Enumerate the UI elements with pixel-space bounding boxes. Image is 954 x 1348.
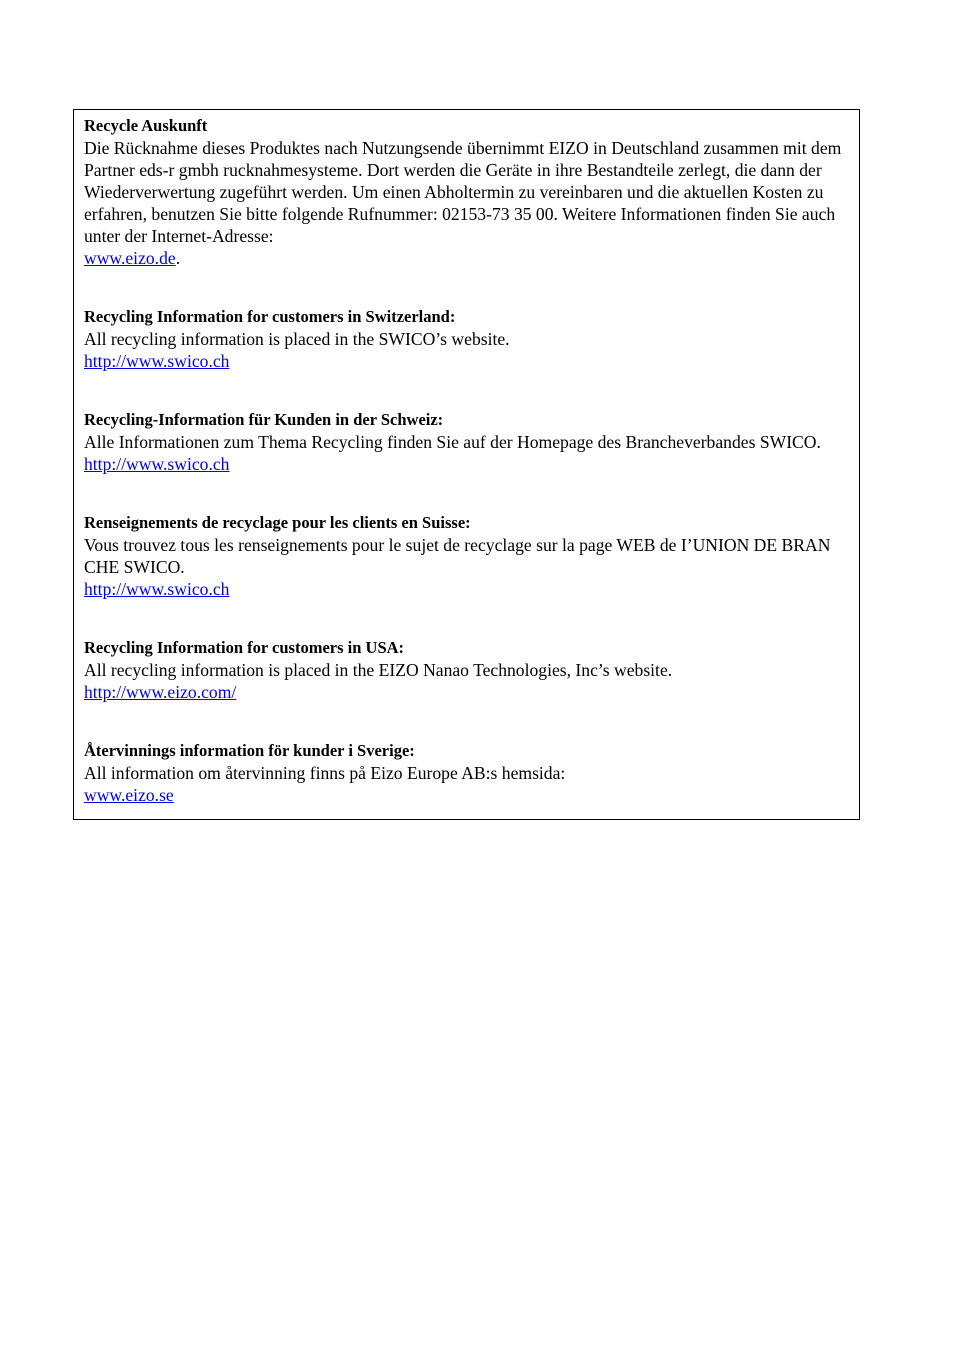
section-body: All recycling information is placed in the SWICO’s website. <box>84 329 510 349</box>
section-germany <box>84 115 849 269</box>
section-body: Vous trouvez tous les renseignements pour le sujet de recyclage sur la page WEB de I’UNION DE BRAN CHE SWICO. <box>84 535 831 577</box>
section-heading: Recycle Auskunft <box>84 116 208 135</box>
link-swico-fr[interactable]: http://www.swico.ch <box>84 579 230 599</box>
section-sweden <box>84 740 849 806</box>
recycling-info-box <box>73 109 860 820</box>
link-swico-de[interactable]: http://www.swico.ch <box>84 454 230 474</box>
link-eizo-com[interactable]: http://www.eizo.com/ <box>84 682 237 702</box>
section-body: Alle Informationen zum Thema Recycling finden Sie auf der Homepage des Brancheverbandes SWICO. <box>84 432 821 452</box>
section-heading: Återvinnings information för kunder i Sverige: <box>84 741 415 760</box>
section-heading: Renseignements de recyclage pour les clients en Suisse: <box>84 513 471 532</box>
section-switzerland-de <box>84 409 849 475</box>
link-eizo-de[interactable]: www.eizo.de <box>84 248 176 268</box>
link-eizo-se[interactable]: www.eizo.se <box>84 785 174 805</box>
section-heading: Recycling Information for customers in Switzerland: <box>84 307 456 326</box>
link-trailing-punctuation: . <box>175 248 181 268</box>
section-switzerland-en <box>84 306 849 372</box>
link-swico-en[interactable]: http://www.swico.ch <box>84 351 230 371</box>
section-body: All information om återvinning finns på Eizo Europe AB:s hemsida: <box>84 763 566 783</box>
section-body: Die Rücknahme dieses Produktes nach Nutzungsende übernimmt EIZO in Deutschland zusammen mit dem Partner eds-r gmbh rucknahmesysteme. Dort werden die Geräte in ihre Bestandteile zerlegt, die dann der Wiederverwertung zugeführt werden. Um einen Abholtermin zu vereinbaren und die aktuellen Kosten zu erfahren, benutzen Sie bitte folgende Rufnummer: 02153-73 35 00. Weitere Informationen finden Sie auch unter der Internet-Adresse: <box>84 138 842 246</box>
section-heading: Recycling Information for customers in USA: <box>84 638 405 657</box>
section-switzerland-fr <box>84 512 849 600</box>
section-heading: Recycling-Information für Kunden in der Schweiz: <box>84 410 444 429</box>
section-body: All recycling information is placed in the EIZO Nanao Technologies, Inc’s website. <box>84 660 673 680</box>
section-usa <box>84 637 849 703</box>
